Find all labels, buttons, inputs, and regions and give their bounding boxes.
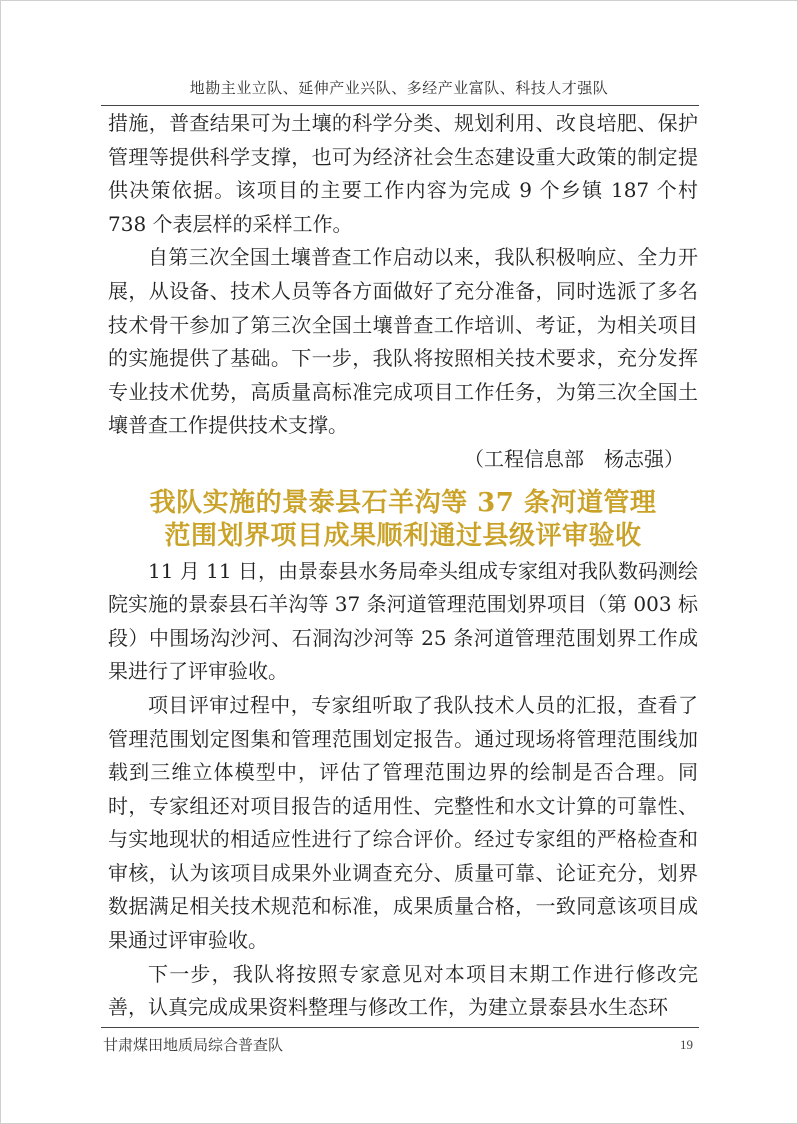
- page-number: 19: [680, 1037, 693, 1052]
- article2-title: [94, 487, 712, 553]
- article1-paragraph-2: 自第三次全国土壤普查工作启动以来，我队积极响应、全力开展，从设备、技术人员等各方面做好了充分准备，同时选派了多名技术骨干参加了第三次全国土壤普查工作培训、考证，为相关项目的实施提供了基础。下一步，我队将按照相关技术要求，充分发挥专业技术优势，高质量高标准完成项目工作任务，为第三次全国土壤普查工作提供技术支撑。: [108, 245, 698, 438]
- article1-byline: （工程信息部 杨志强）: [464, 446, 684, 471]
- header-divider: [101, 105, 699, 106]
- article-body: [108, 107, 698, 1025]
- article2-title-line-1: 我队实施的景泰县石羊沟等 37 条河道管理: [149, 487, 657, 518]
- article2-title-line-2: 范围划界项目成果顺利通过县级评审验收: [164, 520, 642, 551]
- article1-paragraph-1: 措施，普查结果可为土壤的科学分类、规划利用、改良培肥、保护管理等提供科学支撑，也可为经济社会生态建设重大政策的制定提供决策依据。该项目的主要工作内容为完成 9 个乡镇 187 个村 738 个表层样的采样工作。: [108, 111, 698, 236]
- article2-paragraph-2: 项目评审过程中，专家组听取了我队技术人员的汇报，查看了管理范围划定图集和管理范围划定报告。通过现场将管理范围线加载到三维立体模型中，评估了管理范围边界的绘制是否合理。同时，专家组还对项目报告的适用性、完整性和水文计算的可靠性、与实地现状的相适应性进行了综合评价。经过专家组的严格检查和审核，认为该项目成果外业调查充分、质量可靠、论证充分，划界数据满足相关技术规范和标准，成果质量合格，一致同意该项目成果通过评审验收。: [108, 692, 698, 953]
- article2-paragraph-3: 下一步，我队将按照专家意见对本项目末期工作进行修改完善，认真完成成果资料整理与修改工作，为建立景泰县水生态环: [108, 961, 698, 1020]
- article2-paragraph-1: 11 月 11 日，由景泰县水务局牵头组成专家组对我队数码测绘院实施的景泰县石羊沟等 37 条河道管理范围划界项目（第 003 标段）中围场沟沙河、石洞沟沙河等 25 条河道管理范围划界工作成果进行了评审验收。: [108, 558, 698, 684]
- footer-divider: [101, 1027, 699, 1028]
- footer-organization: 甘肃煤田地质局综合普查队: [103, 1036, 284, 1054]
- header-slogan: 地勘主业立队、延伸产业兴队、多经产业富队、科技人才强队: [189, 79, 609, 97]
